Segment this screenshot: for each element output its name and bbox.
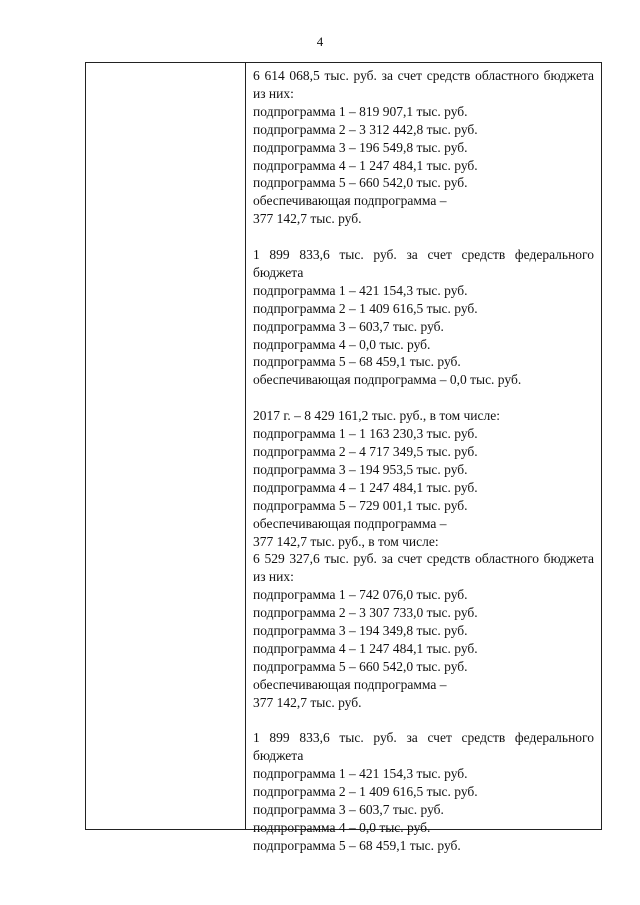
paragraph-gap <box>253 389 594 407</box>
text-line: подпрограмма 2 – 3 307 733,0 тыс. руб. <box>253 605 478 621</box>
federal-subprograms-list <box>253 282 594 389</box>
funding-cell <box>253 67 594 855</box>
text-line: подпрограмма 5 – 68 459,1 тыс. руб. <box>253 837 461 853</box>
text-line: подпрограмма 3 – 603,7 тыс. руб. <box>253 802 444 818</box>
text-line: подпрограмма 3 – 194 349,8 тыс. руб. <box>253 623 468 639</box>
text-line: подпрограмма 5 – 660 542,0 тыс. руб. <box>253 175 468 191</box>
text-line: подпрограмма 1 – 819 907,1 тыс. руб. <box>253 103 468 119</box>
regional-budget-paragraph-2017: 6 529 327,6 тыс. руб. за счет средств областного бюджета из них: <box>253 551 594 585</box>
paragraph-gap <box>253 228 594 246</box>
text-line: подпрограмма 4 – 0,0 тыс. руб. <box>253 336 431 352</box>
text-line: подпрограмма 5 – 729 001,1 тыс. руб. <box>253 497 468 513</box>
text-line: обеспечивающая подпрограмма – <box>253 193 447 209</box>
text-line: подпрограмма 2 – 1 409 616,5 тыс. руб. <box>253 784 478 800</box>
regional-budget-paragraph: 6 614 068,5 тыс. руб. за счет средств областного бюджета из них: <box>253 68 594 101</box>
text-line: подпрограмма 5 – 68 459,1 тыс. руб. <box>253 354 461 370</box>
text-line: подпрограмма 4 – 0,0 тыс. руб. <box>253 820 431 836</box>
text-line: подпрограмма 1 – 421 154,3 тыс. руб. <box>253 282 468 298</box>
text-line: подпрограмма 3 – 196 549,8 тыс. руб. <box>253 139 468 155</box>
column-divider <box>245 63 246 829</box>
text-line: подпрограмма 4 – 1 247 484,1 тыс. руб. <box>253 640 478 656</box>
regional-subprograms-list-2017 <box>253 586 594 711</box>
text-line: подпрограмма 1 – 1 163 230,3 тыс. руб. <box>253 426 478 442</box>
text-line: подпрограмма 3 – 194 953,5 тыс. руб. <box>253 461 468 477</box>
year-2017-list <box>253 407 594 550</box>
text-line: 2017 г. – 8 429 161,2 тыс. руб., в том числе: <box>253 408 500 424</box>
text-line: подпрограмма 5 – 660 542,0 тыс. руб. <box>253 658 468 674</box>
regional-subprograms-list <box>253 103 594 228</box>
text-line: 377 142,7 тыс. руб. <box>253 694 362 710</box>
text-line: подпрограмма 3 – 603,7 тыс. руб. <box>253 318 444 334</box>
text-line: 377 142,7 тыс. руб. <box>253 211 362 227</box>
text-line: подпрограмма 1 – 421 154,3 тыс. руб. <box>253 766 468 782</box>
text-line: обеспечивающая подпрограмма – <box>253 676 447 692</box>
text-line: подпрограмма 1 – 742 076,0 тыс. руб. <box>253 587 468 603</box>
paragraph-gap <box>253 712 594 730</box>
federal-subprograms-list-2017 <box>253 765 594 855</box>
federal-budget-paragraph: 1 899 833,6 тыс. руб. за счет средств федерального бюджета <box>253 247 594 280</box>
text-line: подпрограмма 2 – 4 717 349,5 тыс. руб. <box>253 444 478 459</box>
text-line: обеспечивающая подпрограмма – 0,0 тыс. руб. <box>253 372 522 388</box>
text-line: подпрограмма 2 – 1 409 616,5 тыс. руб. <box>253 300 478 316</box>
text-line: 377 142,7 тыс. руб., в том числе: <box>253 533 439 549</box>
text-line: подпрограмма 4 – 1 247 484,1 тыс. руб. <box>253 479 478 495</box>
text-line: подпрограмма 2 – 3 312 442,8 тыс. руб. <box>253 121 478 137</box>
federal-budget-paragraph-2017: 1 899 833,6 тыс. руб. за счет средств федерального бюджета <box>253 730 594 764</box>
text-line: подпрограмма 4 – 1 247 484,1 тыс. руб. <box>253 157 478 173</box>
funding-table <box>85 62 602 853</box>
page-number: 4 <box>316 34 324 49</box>
text-line: обеспечивающая подпрограмма – <box>253 515 447 531</box>
